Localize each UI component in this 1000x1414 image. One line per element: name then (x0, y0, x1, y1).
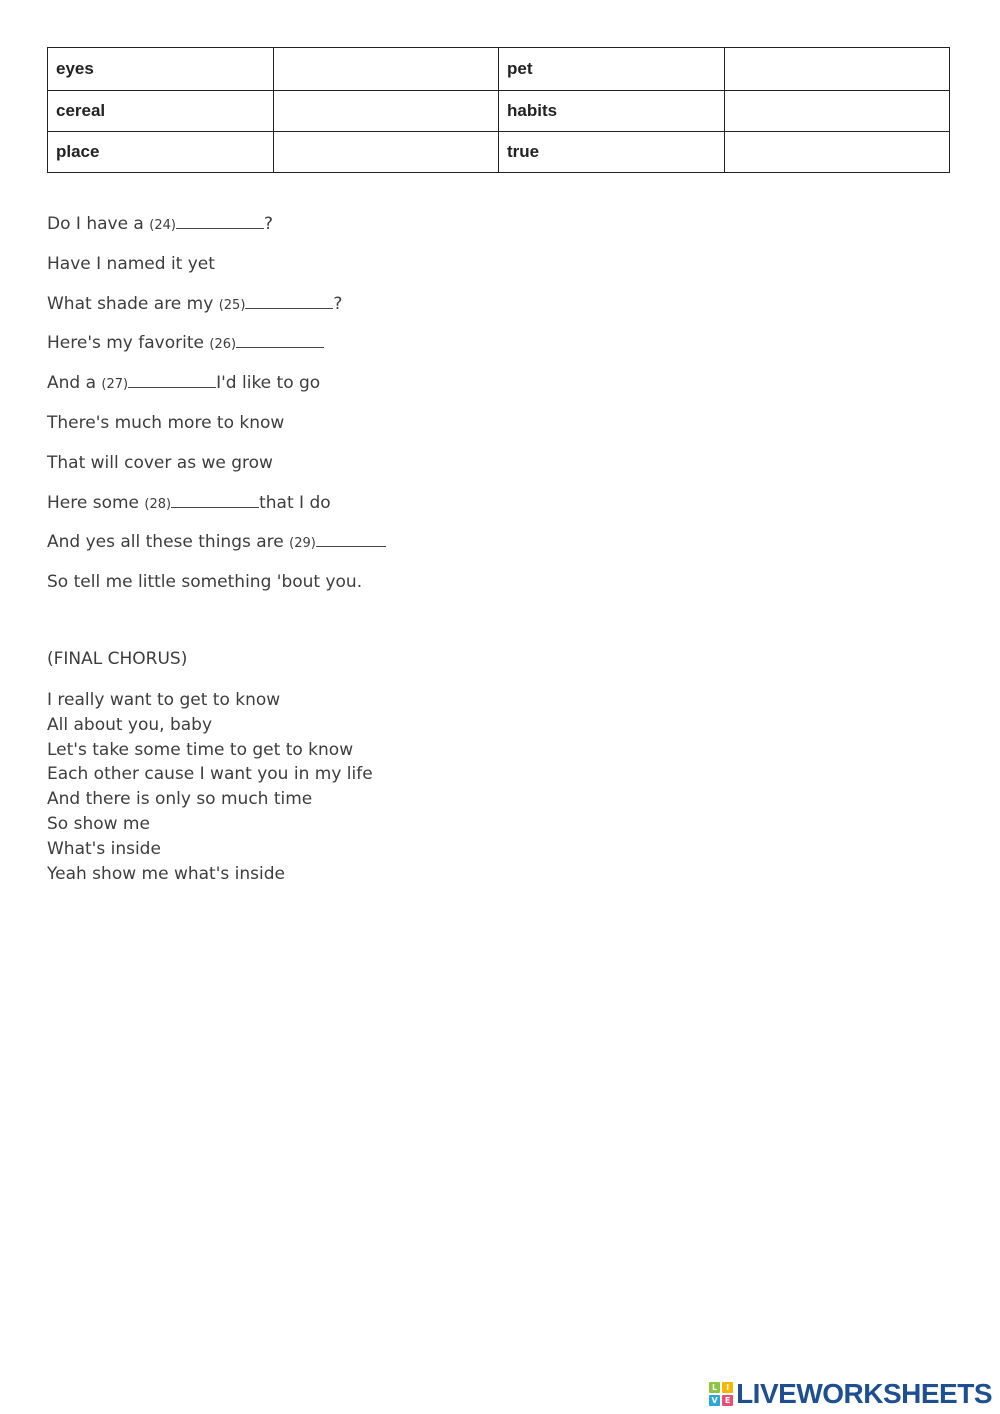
lyric-text: that I do (259, 492, 331, 513)
liveworksheets-logo (709, 1378, 992, 1410)
lyric-line (47, 369, 386, 409)
blank-number: (24) (149, 218, 176, 233)
lyric-text: Do I have a (47, 214, 150, 234)
chorus-line: Let's take some time to get to know (47, 739, 354, 760)
chorus-line: Yeah show me what's inside (47, 863, 285, 884)
chorus-line: What's inside (47, 838, 161, 859)
answer-cell[interactable] (273, 91, 499, 132)
blank-number: (27) (101, 377, 129, 393)
lyric-text: What shade are my (47, 293, 219, 314)
logo-square: V (709, 1395, 720, 1406)
word-cell: place (48, 132, 274, 173)
lyric-line (47, 409, 386, 449)
blank-number: (28) (144, 496, 172, 512)
logo-square: I (722, 1382, 733, 1393)
lyric-line (47, 250, 386, 290)
vocabulary-table (47, 47, 950, 173)
lyric-text: Here's my favorite (47, 333, 210, 354)
blank-number: (29) (289, 536, 316, 552)
lyric-line (47, 290, 386, 330)
word-cell: eyes (48, 48, 274, 91)
lyric-text: Here some (47, 492, 145, 513)
lyric-text: And yes all these things are (47, 532, 290, 553)
lyrics-verse (47, 210, 386, 608)
brand-name: LIVEWORKSHEETS (736, 1378, 992, 1409)
answer-cell[interactable] (273, 132, 499, 173)
answer-cell[interactable] (724, 132, 950, 173)
chorus-line: All about you, baby (47, 714, 213, 735)
section-heading: (FINAL CHORUS) (47, 649, 188, 669)
lyric-line (47, 568, 386, 608)
lyric-text: I'd like to go (216, 373, 321, 394)
blank-28[interactable] (171, 490, 259, 508)
word-cell: cereal (48, 91, 274, 132)
lyric-line (47, 329, 386, 369)
blank-29[interactable] (316, 529, 386, 547)
lyric-line (47, 489, 386, 529)
lyric-line (47, 528, 386, 568)
chorus-line: I really want to get to know (47, 690, 281, 710)
chorus-line: Each other cause I want you in my life (47, 764, 373, 785)
lyric-text: ? (263, 214, 273, 234)
chorus-line: And there is only so much time (47, 789, 313, 810)
logo-mark-icon (709, 1382, 733, 1406)
blank-27[interactable] (128, 370, 216, 388)
table-row (48, 48, 950, 91)
lyric-text: There's much more to know (47, 412, 285, 433)
logo-square: L (709, 1382, 720, 1393)
answer-cell[interactable] (273, 48, 499, 91)
lyric-text: Have I named it yet (47, 253, 215, 274)
table-row (48, 91, 950, 132)
blank-24[interactable] (176, 211, 264, 229)
chorus-line: So show me (47, 813, 150, 834)
blank-25[interactable] (245, 291, 333, 309)
word-cell: pet (499, 48, 725, 91)
blank-number: (25) (218, 297, 246, 313)
final-chorus (47, 688, 373, 886)
blank-number: (26) (209, 337, 237, 353)
answer-cell[interactable] (724, 48, 950, 91)
lyric-text: ? (333, 293, 343, 314)
lyric-text: And a (47, 373, 102, 394)
blank-26[interactable] (236, 330, 324, 348)
lyric-text: That will cover as we grow (47, 452, 273, 473)
logo-square: E (722, 1395, 733, 1406)
lyric-text: So tell me little something 'bout you. (47, 572, 363, 593)
answer-cell[interactable] (724, 91, 950, 132)
lyric-line (47, 210, 386, 250)
table-row (48, 132, 950, 173)
word-cell: habits (499, 91, 725, 132)
word-cell: true (499, 132, 725, 173)
lyric-line (47, 449, 386, 489)
